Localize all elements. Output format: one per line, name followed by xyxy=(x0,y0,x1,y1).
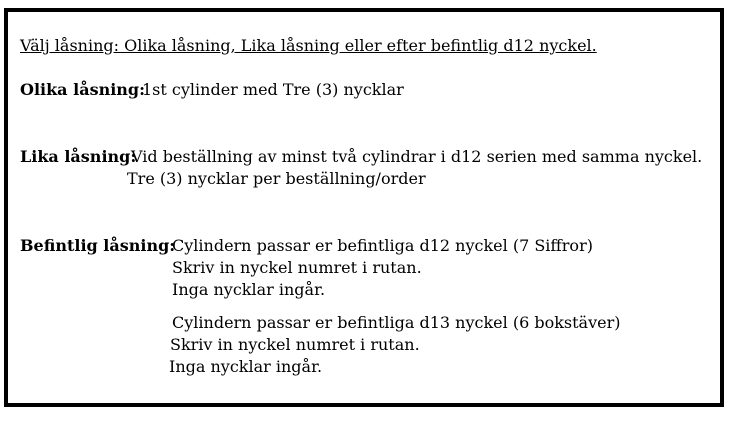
befintlig-label: Befintlig låsning: xyxy=(20,236,176,255)
lika-label: Lika låsning: xyxy=(20,147,137,166)
befintlig-d12-line-2: Skriv in nyckel numret i rutan. xyxy=(172,258,422,277)
befintlig-d13-line-1: Cylindern passar er befintliga d13 nyckel (6 bokstäver) xyxy=(172,313,621,332)
befintlig-d13-line-3: Inga nycklar ingår. xyxy=(169,357,323,376)
olika-text: 1st cylinder med Tre (3) nycklar xyxy=(142,80,404,99)
olika-label: Olika låsning: xyxy=(20,80,146,99)
befintlig-d12-line-1: Cylindern passar er befintliga d12 nyckel (7 Siffror) xyxy=(172,236,593,255)
info-box xyxy=(4,8,724,407)
befintlig-d12-line-3: Inga nycklar ingår. xyxy=(172,280,326,299)
lika-line-1: Vid beställning av minst två cylindrar i d12 serien med samma nyckel. xyxy=(131,147,703,166)
befintlig-d13-line-2: Skriv in nyckel numret i rutan. xyxy=(170,335,420,354)
lika-line-2: Tre (3) nycklar per beställning/order xyxy=(127,169,426,188)
heading: Välj låsning: Olika låsning, Lika låsning eller efter befintlig d12 nyckel. xyxy=(20,36,597,55)
